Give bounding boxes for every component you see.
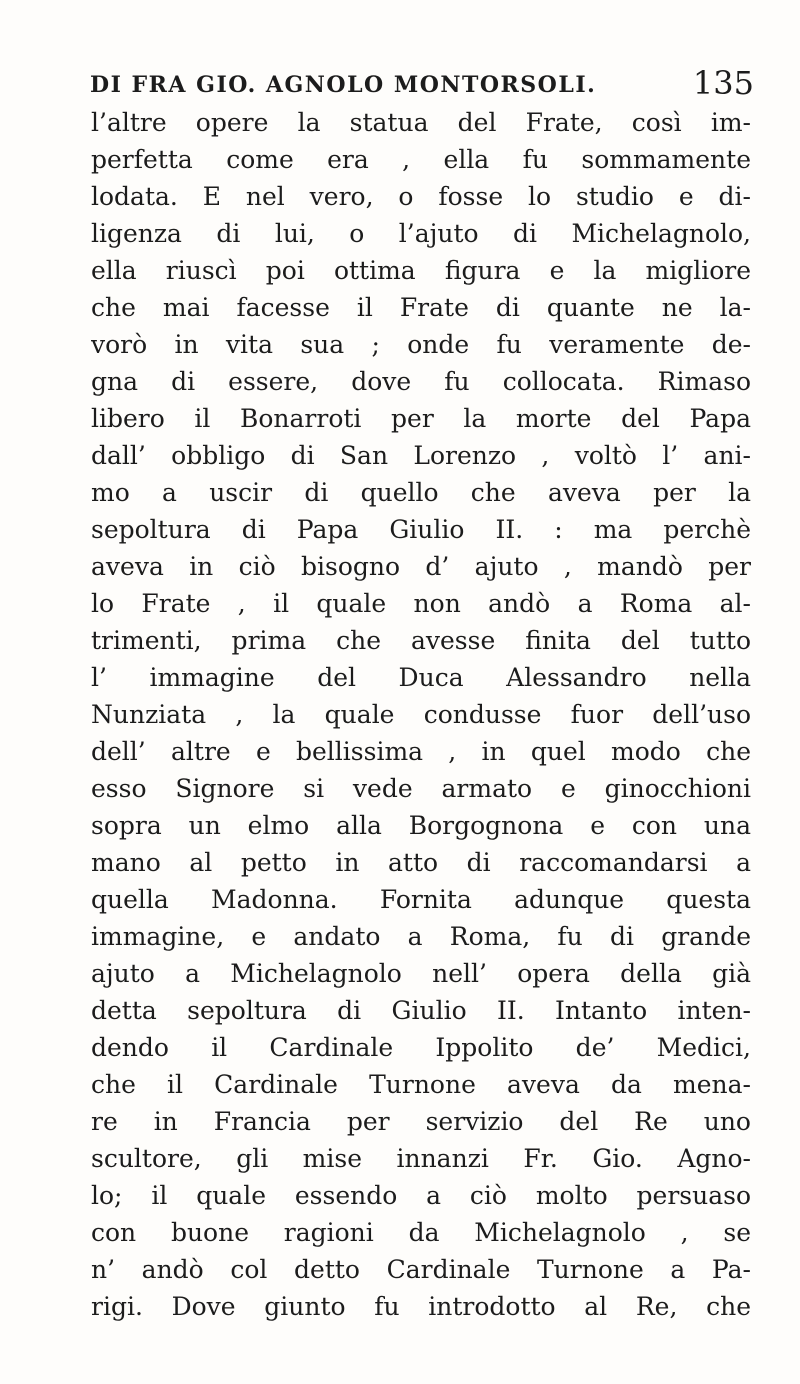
text-line: con buone ragioni da Michelagnolo , se xyxy=(91,1218,751,1247)
running-title: DI FRA GIO. AGNOLO MONTORSOLI. xyxy=(90,72,597,98)
text-line: re in Francia per servizio del Re uno xyxy=(91,1107,751,1136)
text-line: gna di essere, dove fu collocata. Rimaso xyxy=(91,367,751,396)
text-line: sopra un elmo alla Borgognona e con una xyxy=(91,811,751,840)
text-line: mano al petto in atto di raccomandarsi a xyxy=(91,848,751,877)
text-line: l’altre opere la statua del Frate, così im- xyxy=(91,108,751,137)
text-line: sepoltura di Papa Giulio II. : ma perchè xyxy=(91,515,751,544)
text-line: detta sepoltura di Giulio II. Intanto inten- xyxy=(91,996,751,1025)
text-line: lo Frate , il quale non andò a Roma al- xyxy=(91,589,751,618)
text-line: trimenti, prima che avesse finita del tutto xyxy=(91,626,751,655)
text-line: lodata. E nel vero, o fosse lo studio e di- xyxy=(91,182,751,211)
text-line: mo a uscir di quello che aveva per la xyxy=(91,478,751,507)
text-line: aveva in ciò bisogno d’ ajuto , mandò per xyxy=(91,552,751,581)
text-line: quella Madonna. Fornita adunque questa xyxy=(91,885,751,914)
text-line: dell’ altre e bellissima , in quel modo che xyxy=(91,737,751,766)
text-line: n’ andò col detto Cardinale Turnone a Pa- xyxy=(91,1255,751,1284)
text-line: Nunziata , la quale condusse fuor dell’uso xyxy=(91,700,751,729)
text-line: dendo il Cardinale Ippolito de’ Medici, xyxy=(91,1033,751,1062)
page-number: 135 xyxy=(692,64,754,102)
body-text xyxy=(91,104,751,1325)
text-line: ligenza di lui, o l’ajuto di Michelagnolo, xyxy=(91,219,751,248)
text-line: l’ immagine del Duca Alessandro nella xyxy=(91,663,751,692)
text-line: ella riuscì poi ottima figura e la migliore xyxy=(91,256,751,285)
text-line: perfetta come era , ella fu sommamente xyxy=(91,145,751,174)
text-line: che mai facesse il Frate di quante ne la- xyxy=(91,293,751,322)
text-line: immagine, e andato a Roma, fu di grande xyxy=(91,922,751,951)
text-line: dall’ obbligo di San Lorenzo , voltò l’ ani- xyxy=(91,441,751,470)
text-line: ajuto a Michelagnolo nell’ opera della già xyxy=(91,959,751,988)
text-line: vorò in vita sua ; onde fu veramente de- xyxy=(91,330,751,359)
text-line: che il Cardinale Turnone aveva da mena- xyxy=(91,1070,751,1099)
running-head xyxy=(88,60,778,104)
text-line: rigi. Dove giunto fu introdotto al Re, che xyxy=(91,1292,751,1321)
text-line: libero il Bonarroti per la morte del Papa xyxy=(91,404,751,433)
text-line: lo; il quale essendo a ciò molto persuaso xyxy=(91,1181,751,1210)
text-line: scultore, gli mise innanzi Fr. Gio. Agno- xyxy=(91,1144,751,1173)
text-line: esso Signore si vede armato e ginocchioni xyxy=(91,774,751,803)
